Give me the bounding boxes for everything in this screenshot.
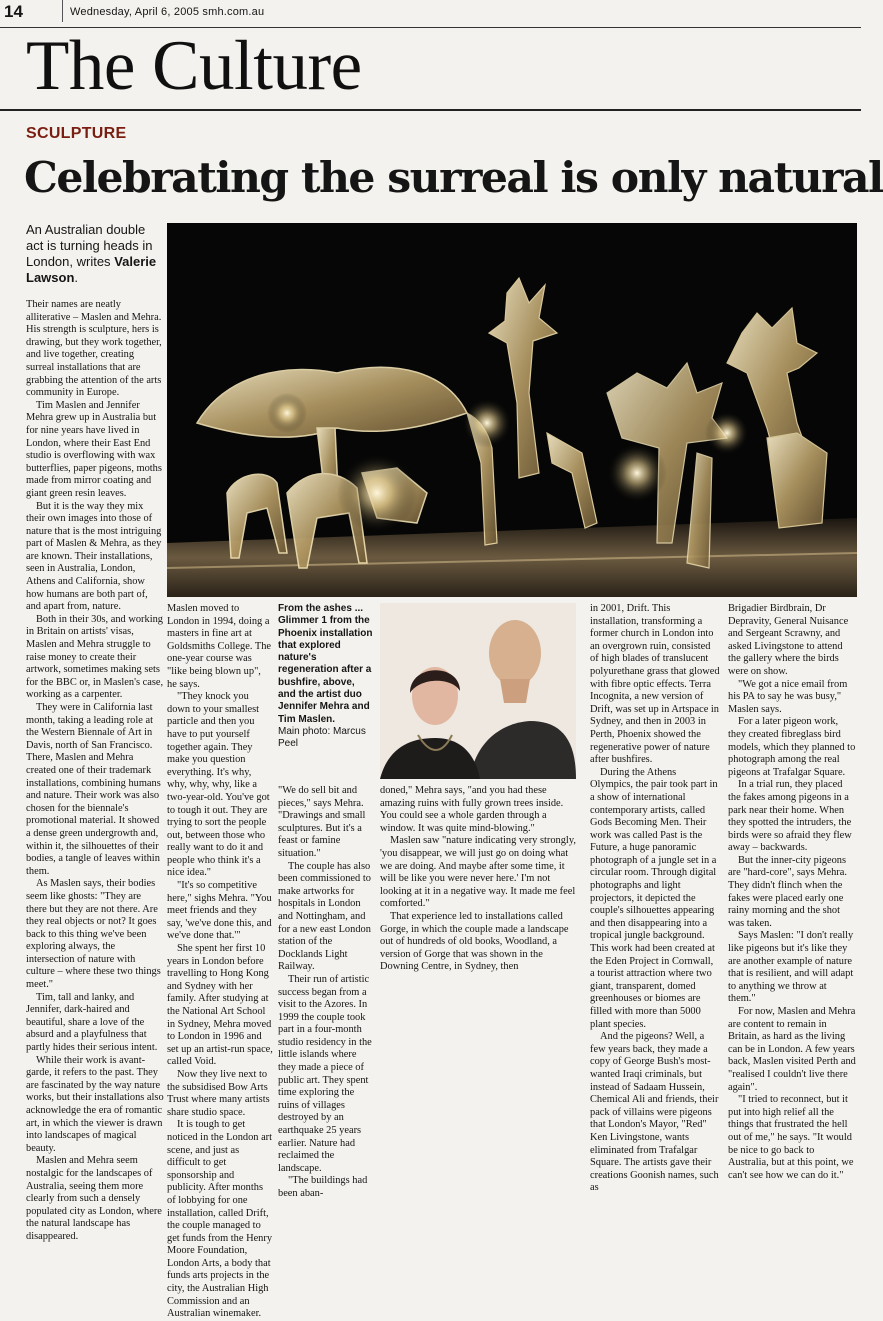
photo-caption bbox=[278, 603, 374, 751]
col2-paragraph: "It's so competitive here," sighs Mehra. "You meet friends and they say, 'we've done this, and we've done that.'" bbox=[167, 880, 272, 942]
masthead-divider bbox=[62, 0, 63, 22]
col2-paragraph: She spent her first 10 years in London before travelling to Hong Kong and Sydney with her family. After studying at the National Art School in Sydney, Mehra moved to London in 1996 and set up an artist-run space, called Void. bbox=[167, 943, 273, 1068]
standfirst-text: An Australian double act is turning heads in London, writes bbox=[26, 222, 153, 269]
article-column-1 bbox=[26, 299, 164, 1244]
article-column-4 bbox=[380, 785, 576, 974]
col6-paragraph: But the inner-city pigeons are "hard-core", says Mehra. They didn't flinch when the fakes were placed early one rainy morning and the shot was taken. bbox=[728, 854, 847, 929]
col1-paragraph: Maslen and Mehra seem nostalgic for the landscapes of Australia, seeing them more clearly from such a densely populated city as London, where the natural landscape has disappeared. bbox=[26, 1155, 162, 1242]
article-headline: Celebrating the surreal is only natural bbox=[24, 153, 883, 203]
col6-paragraph: Says Maslen: "I don't really like pigeons but it's like they are another example of nature that is resilient, and will adapt to anything we throw at them." bbox=[728, 930, 854, 1005]
col5-paragraph: And the pigeons? Well, a few years back, they made a copy of George Bush's most-wanted Iraqi criminals, but instead of Sadaam Hussein, Chemical Ali and friends, their pack of villains were pigeons that London's Mayor, "Red" Ken Livingstone, wants eliminated from Trafalgar Square. The artists gave their creations Goonish names, such as bbox=[590, 1031, 719, 1194]
section-rule bbox=[0, 109, 861, 111]
col1-paragraph: While their work is avant-garde, it refers to the past. They are fascinated by the way nature works, but their installations also acknowledge the era of romantic art, in which the viewer is drawn into landscapes of magical beauty. bbox=[26, 1054, 164, 1154]
col4-paragraph: Maslen saw "nature indicating very strongly, 'you disappear, we will just go on doing what we are doing. And maybe after some time, it will be like you were never here.' I'm not looking at it in a negative way. It made me feel comforted." bbox=[380, 835, 576, 910]
artist-portrait-photo bbox=[380, 603, 576, 779]
col4-paragraph: doned," Mehra says, "and you had these amazing ruins with fully grown trees inside. You could see a whole garden through a window. It was quite mind-blowing." bbox=[380, 785, 564, 834]
col3-paragraph: "We do sell bit and pieces," says Mehra. "Drawings and small sculptures. But it's a feast or famine situation." bbox=[278, 785, 366, 859]
col1-paragraph: They were in California last month, taking a leading role at the Western Biennale of Art in Davis, north of San Francisco. There, Maslen and Mehra created one of their trademark installations, combining humans and nature. Their work was also chosen for the biennale's promotional material. It showed a dense green undergrowth and, within it, the silhouettes of their bodies, a tangle of leaves within them. bbox=[26, 702, 161, 877]
dateline: Wednesday, April 6, 2005 smh.com.au bbox=[70, 6, 265, 18]
article-column-6 bbox=[728, 603, 856, 1182]
page-number: 14 bbox=[4, 2, 23, 21]
section-title: The Culture bbox=[26, 27, 362, 105]
col6-paragraph: For now, Maslen and Mehra are content to remain in Britain, as hard as the living can be in London. A few years back, Maslen visited Perth and "realised I couldn't live there again". bbox=[728, 1006, 856, 1093]
col6-paragraph: "We got a nice email from his PA to say he was busy," Maslen says. bbox=[728, 678, 848, 715]
col1-paragraph: Tim, tall and lanky, and Jennifer, dark-haired and beautiful, share a love of the absurd and a playfulness that partly hides their serious intent. bbox=[26, 991, 158, 1054]
article-column-5 bbox=[590, 603, 720, 1195]
caption-text: From the ashes ... Glimmer 1 from the Phoenix installation that explored nature's regeneration after a bushfire, above, and the artist duo Jennifer Mehra and Tim Maslen. bbox=[278, 603, 373, 725]
col6-paragraph: In a trial run, they placed the fakes among pigeons in a park near their home. When they spotted the intruders, the birds were so afraid they flew away – backwards. bbox=[728, 779, 852, 854]
col1-paragraph: As Maslen says, their bodies seem like ghosts: "They are there but they are not there. Are they real objects or not? It goes back to this thing we've been exploring always, the intersection of nature with culture – where these two things meet." bbox=[26, 878, 161, 991]
col2-paragraph: Now they live next to the subsidised Bow Arts Trust where many artists share studio space. bbox=[167, 1068, 270, 1118]
col1-paragraph: But it is the way they mix their own images into those of nature that is the most intriguing part of Maslen & Mehra, as they are known. Their installations, seen in Australia, London, Athens and California, show how humans are both part of, and apart from, nature. bbox=[26, 500, 162, 613]
article-kicker: SCULPTURE bbox=[26, 125, 127, 142]
col3-paragraph: The couple has also been commissioned to make artworks for hospitals in London and Nottingham, and for a new east London station of the Docklands Light Railway. bbox=[278, 860, 371, 973]
col1-paragraph: Tim Maslen and Jennifer Mehra grew up in Australia but for nine years have lived in London, where their East End studio is overflowing with wax butterflies, paper pigeons, moths made from mirror coating and giant green resin leaves. bbox=[26, 399, 162, 499]
article-column-2 bbox=[167, 603, 273, 1321]
main-photo-sculpture bbox=[167, 223, 857, 597]
col5-paragraph: in 2001, Drift. This installation, transforming a former church in London into an overgrown ruin, consisted of high blades of translucent polyurethane grass that glowed with fibre optic effects. Terra Incognita, a new version of Drift, was set up in Artspace in Sydney, and then in 2003 in Perth, Phoenix showed the regenerative power of nature after bushfires. bbox=[590, 603, 720, 766]
sculpture-illustration bbox=[167, 223, 857, 597]
portrait-illustration bbox=[380, 603, 576, 779]
col3-paragraph: "The buildings had been aban- bbox=[278, 1175, 368, 1199]
col6-paragraph: Brigadier Birdbrain, Dr Depravity, General Nuisance and Sergeant Scrawny, and asked Livingstone to attend the gallery where the birds were on show. bbox=[728, 603, 849, 677]
col6-paragraph: For a later pigeon work, they created fibreglass bird models, which they planned to photograph among the real pigeons at Trafalgar Square. bbox=[728, 716, 856, 778]
col2-paragraph: It is tough to get noticed in the London art scene, and just as difficult to get sponsorship and publicity. After months of lobbying for one installation, called Drift, the couple managed to get funds from the Henry Moore Foundation, London Arts, a body that funds arts projects in the city, the Australian High Commission and an Australian winemaker. bbox=[167, 1119, 273, 1320]
col2-paragraph: "They knock you down to your smallest particle and then you have to put yourself together again. They make you question everything. It's why, why, why, why, like a two-year-old. You've got to tough it out. They are trying to sort the people out, between those who really want to do it and people who think it's a nice idea." bbox=[167, 691, 270, 879]
col3-paragraph: Their run of artistic success began from a visit to the Azores. In 1999 the couple took part in a four-month studio residency in the little islands where they made a piece of public art. They spent time exploring the ruins of villages destroyed by an earthquake 25 years earlier. Nature had reclaimed the landscape. bbox=[278, 973, 372, 1174]
col1-paragraph: Both in their 30s, and working in Britain on artists' visas, Maslen and Mehra struggle to raise money to create their artwork, sometimes making sets for the BBC or, in Maslen's case, working as a carpenter. bbox=[26, 613, 164, 701]
col6-paragraph: "I tried to reconnect, but it put into high relief all the things that frustrated the hell out of me," he says. "It would be nice to go back to Australia, but at this point, we can't see how we can do it." bbox=[728, 1094, 854, 1181]
col5-paragraph: During the Athens Olympics, the pair took part in a show of international contemporary artists, called Gods Becoming Men. Their work was called Past is the Future, a huge panoramic photograph of a jungle set in a circular room. Through digital photographs and light projectors, it depicted the couple's silhouettes appearing and then disappearing into a tropical jungle background. This work had been created at the Eden Project in Cornwall, a tourist attraction where two giant, transparent, domed greenhouses or biomes are filled with more than 5000 plant species. bbox=[590, 766, 718, 1030]
article-column-3 bbox=[278, 785, 374, 1201]
col1-paragraph: Their names are neatly alliterative – Maslen and Mehra. His strength is sculpture, hers is drawing, but they work together, and live together, creating surreal installations that are grabbing the attention of the arts community in Europe. bbox=[26, 299, 162, 399]
col4-paragraph: That experience led to installations called Gorge, in which the couple made a landscape out of hundreds of old books, Woodland, a version of Gorge that was shown in the Downing Centre, in Sydney, then bbox=[380, 910, 569, 973]
standfirst: An Australian double act is turning heads in London, writes Valerie Lawson. bbox=[26, 222, 157, 285]
col2-paragraph: Maslen moved to London in 1994, doing a masters in fine art at Goldsmiths College. The one-year course was "like being blown up", he says. bbox=[167, 603, 271, 690]
byline: Valerie Lawson bbox=[26, 254, 157, 285]
photo-credit: Main photo: Marcus Peel bbox=[278, 725, 366, 750]
